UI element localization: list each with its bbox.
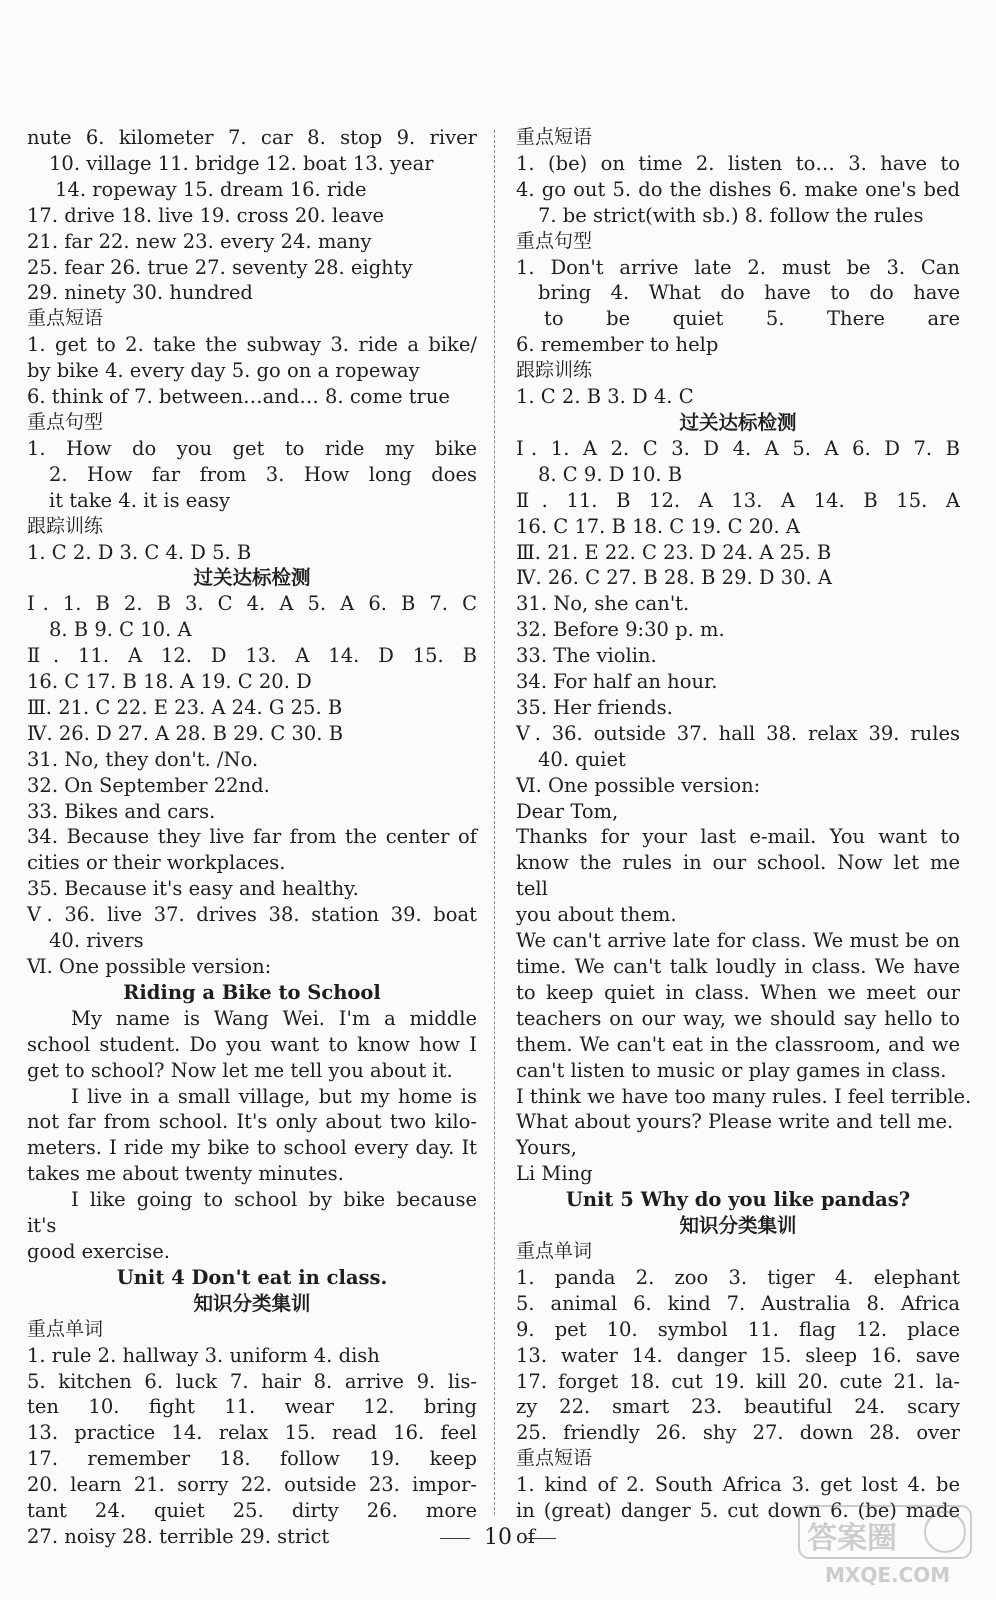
right-column-line: 1. kind of 2. South Africa 3. get lost 4. be	[516, 1473, 960, 1497]
left-column-line: Ⅰ. 1. B 2. B 3. C 4. A 5. A 6. B 7. C	[27, 592, 477, 616]
right-column-line: Ⅰ. 1. A 2. C 3. D 4. A 5. A 6. D 7. B	[516, 436, 960, 460]
left-column-line: nute 6. kilometer 7. car 8. stop 9. river	[27, 126, 477, 149]
left-column-line: 27. noisy 28. terrible 29. strict	[27, 1524, 330, 1548]
left-column-line: 跟踪训练	[27, 514, 104, 537]
left-column-line: 31. No, they don't. /No.	[27, 747, 259, 771]
right-column-line: 13. water 14. danger 15. sleep 16. save	[516, 1343, 960, 1367]
left-column-line: 1. How do you get to ride my bike	[27, 436, 477, 460]
left-column-line: ten 10. fight 11. wear 12. bring	[27, 1395, 477, 1419]
left-column-line: 1. get to 2. take the subway 3. ride a bike/	[27, 333, 477, 357]
left-column-line: My name is Wang Wei. I'm a middle	[71, 1006, 477, 1030]
svg-text:答案圈: 答案圈	[807, 1521, 897, 1556]
right-column-line: 1. C 2. B 3. D 4. C	[516, 385, 694, 409]
left-column-line: cities or their workplaces.	[27, 851, 286, 875]
left-column-line: 14. ropeway 15. dream 16. ride	[55, 177, 367, 201]
dash-right	[526, 1538, 556, 1539]
left-column-line: Ⅲ. 21. C 22. E 23. A 24. G 25. B	[27, 695, 343, 719]
right-column-line: 重点句型	[516, 229, 593, 252]
right-column-line: to keep quiet in class. When we meet our	[516, 980, 960, 1004]
left-column-line: 40. rivers	[49, 929, 144, 953]
right-column-line: I think we have too many rules. I feel terrible.	[516, 1084, 972, 1108]
right-column-line: 重点单词	[516, 1239, 593, 1262]
right-column-line: 1. panda 2. zoo 3. tiger 4. elephant	[516, 1265, 960, 1289]
left-column-line: 2. How far from 3. How long does	[49, 462, 477, 486]
right-column-line: 知识分类集训	[679, 1214, 797, 1238]
right-column-line: 16. C 17. B 18. C 19. C 20. A	[516, 514, 801, 538]
right-column-line: Ⅲ. 21. E 22. C 23. D 24. A 25. B	[516, 540, 832, 564]
right-column-line: Ⅱ. 11. B 12. A 13. A 14. B 15. A	[516, 488, 960, 512]
left-column-line: 重点句型	[27, 410, 104, 433]
right-column-line: 7. be strict(with sb.) 8. follow the rules	[538, 203, 924, 227]
left-column-line: it take 4. it is easy	[49, 488, 230, 512]
column-divider	[494, 130, 495, 1515]
right-column-line: We can't arrive late for class. We must be on	[516, 929, 960, 953]
left-column-line: school student. Do you want to know how I	[27, 1032, 477, 1056]
left-column-line: Ⅴ. 36. live 37. drives 38. station 39. boat	[27, 903, 477, 927]
right-column-line: 35. Her friends.	[516, 695, 673, 719]
right-column-line: 6. remember to help	[516, 333, 719, 357]
right-column-line: in (great) danger 5. cut down 6. (be) made	[516, 1499, 960, 1523]
right-column-line: to be quiet 5. There are	[544, 307, 960, 331]
left-column-line: Ⅵ. One possible version:	[27, 955, 272, 978]
left-column-line: 17. remember 18. follow 19. keep	[27, 1447, 477, 1471]
right-column-line: 跟踪训练	[516, 359, 593, 382]
svg-text:MXQE.COM: MXQE.COM	[825, 1563, 951, 1587]
left-column-line: 17. drive 18. live 19. cross 20. leave	[27, 203, 385, 227]
left-column-line: tant 24. quiet 25. dirty 26. more	[27, 1499, 477, 1523]
left-column-line: 25. fear 26. true 27. seventy 28. eighty	[27, 255, 413, 279]
right-column-line: 1. (be) on time 2. listen to… 3. have to	[516, 151, 960, 175]
left-column-line: meters. I ride my bike to school every day. It	[27, 1136, 477, 1160]
right-column-line: of	[516, 1524, 535, 1548]
left-column-line: Ⅳ. 26. D 27. A 28. B 29. C 30. B	[27, 721, 344, 745]
left-column-line: 重点短语	[27, 307, 104, 330]
right-column-line: 重点短语	[516, 126, 593, 148]
right-column-line: Dear Tom,	[516, 799, 619, 823]
right-column-line: Unit 5 Why do you like pandas?	[565, 1188, 911, 1212]
left-column-line: 35. Because it's easy and healthy.	[27, 877, 359, 901]
right-column-line: 32. Before 9:30 p. m.	[516, 618, 725, 642]
left-column	[27, 125, 477, 1550]
left-column-line: good exercise.	[27, 1239, 170, 1263]
left-column-line: 34. Because they live far from the center of	[27, 825, 477, 849]
right-column-line: 34. For half an hour.	[516, 670, 718, 694]
left-column-line: not far from school. It's only about two kilo-	[27, 1110, 477, 1134]
right-column-line: them. We can't eat in the classroom, and we	[516, 1032, 960, 1056]
left-column-line: 5. kitchen 6. luck 7. hair 8. arrive 9. lis-	[27, 1369, 477, 1393]
right-column-line: Ⅳ. 26. C 27. B 28. B 29. D 30. A	[516, 566, 833, 590]
right-column-line: zy 22. smart 23. beautiful 24. scary	[516, 1395, 960, 1419]
right-column-line: Yours,	[516, 1136, 578, 1160]
left-column-line: 21. far 22. new 23. every 24. many	[27, 229, 372, 253]
left-column-line: 33. Bikes and cars.	[27, 799, 216, 823]
dash-left	[440, 1538, 470, 1539]
right-column-line: you about them.	[516, 903, 677, 927]
right-column-line: know the rules in our school. Now let me tell	[516, 851, 960, 901]
watermark-icon	[795, 1500, 975, 1590]
left-column-line: 32. On September 22nd.	[27, 773, 270, 797]
right-column-line: 重点短语	[516, 1447, 593, 1470]
right-column-line: 25. friendly 26. shy 27. down 28. over	[516, 1421, 960, 1445]
right-column-line: 31. No, she can't.	[516, 592, 690, 616]
right-column-line: Ⅵ. One possible version:	[516, 773, 761, 797]
left-column-line: 10. village 11. bridge 12. boat 13. year	[49, 151, 434, 175]
page-number-text: 10	[484, 1525, 512, 1550]
right-column-line: 1. Don't arrive late 2. must be 3. Can	[516, 255, 960, 279]
left-column-line: Riding a Bike to School	[123, 980, 381, 1004]
left-column-line: 1. rule 2. hallway 3. uniform 4. dish	[27, 1343, 380, 1367]
right-column-line: What about yours? Please write and tell me.	[516, 1110, 954, 1134]
right-column-line: 过关达标检测	[679, 410, 797, 434]
left-column-line: 知识分类集训	[193, 1291, 311, 1315]
left-column-line: by bike 4. every day 5. go on a ropeway	[27, 359, 420, 383]
left-column-line: I live in a small village, but my home is	[71, 1084, 477, 1108]
watermark-logo	[795, 1500, 975, 1590]
left-column-line: 6. think of 7. between…and… 8. come true	[27, 385, 450, 409]
right-column-line: bring 4. What do have to do have	[538, 281, 960, 305]
left-column-line: takes me about twenty minutes.	[27, 1162, 344, 1186]
left-column-line: Unit 4 Don't eat in class.	[116, 1265, 388, 1289]
right-column	[516, 125, 972, 1550]
right-column-line: Ⅴ. 36. outside 37. hall 38. relax 39. rules	[516, 721, 960, 745]
right-column-line: can't listen to music or play games in class.	[516, 1058, 947, 1082]
right-column-line: teachers on our way, we should say hello to	[516, 1006, 960, 1030]
left-column-line: Ⅱ. 11. A 12. D 13. A 14. D 15. B	[27, 644, 477, 668]
left-column-line: 8. B 9. C 10. A	[49, 618, 192, 642]
right-column-line: 40. quiet	[538, 747, 626, 771]
right-column-line: 8. C 9. D 10. B	[538, 462, 683, 486]
right-column-line: 4. go out 5. do the dishes 6. make one's bed	[516, 177, 960, 201]
left-column-line: 重点单词	[27, 1317, 104, 1340]
right-column-line: 5. animal 6. kind 7. Australia 8. Africa	[516, 1291, 960, 1315]
right-column-line: 9. pet 10. symbol 11. flag 12. place	[516, 1317, 960, 1341]
right-column-line: Thanks for your last e-mail. You want to	[516, 825, 960, 849]
left-column-line: get to school? Now let me tell you about it.	[27, 1058, 453, 1082]
right-column-line: time. We can't talk loudly in class. We have	[516, 955, 960, 978]
right-column-line: Li Ming	[516, 1162, 593, 1186]
left-column-line: 20. learn 21. sorry 22. outside 23. impor-	[27, 1473, 477, 1497]
left-column-line: 1. C 2. D 3. C 4. D 5. B	[27, 540, 252, 564]
left-column-line: 过关达标检测	[193, 566, 311, 590]
left-column-line: 16. C 17. B 18. A 19. C 20. D	[27, 670, 312, 694]
right-column-line: 17. forget 18. cut 19. kill 20. cute 21. la-	[516, 1369, 960, 1393]
left-column-line: 13. practice 14. relax 15. read 16. feel	[27, 1421, 477, 1445]
left-column-line: 29. ninety 30. hundred	[27, 281, 253, 305]
right-column-line: 33. The violin.	[516, 644, 657, 668]
left-column-line: I like going to school by bike because it's	[27, 1188, 477, 1238]
